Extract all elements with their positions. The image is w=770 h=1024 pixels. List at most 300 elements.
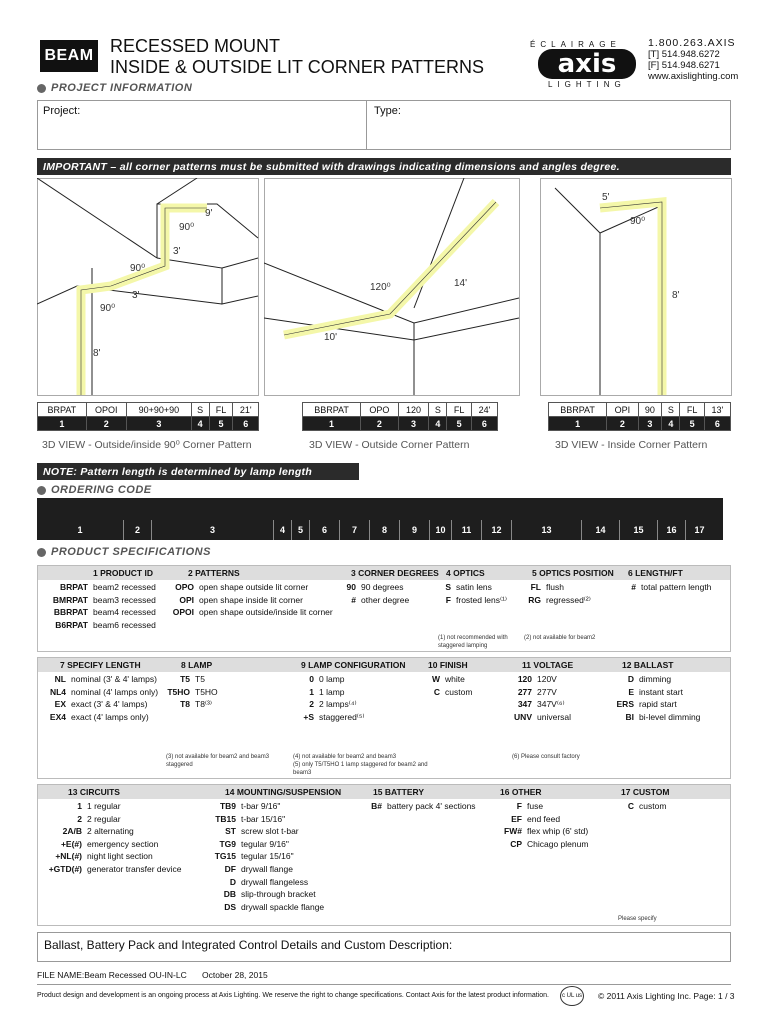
num-cell: 4 <box>662 417 680 431</box>
axis-logo-text: axis <box>557 49 617 79</box>
spec-col-title: 2 PATTERNS <box>188 567 240 578</box>
spec-description: nominal (3' & 4' lamps) <box>71 674 157 684</box>
spec-code: OPI <box>179 594 194 605</box>
spec-description: 2 regular <box>87 813 121 824</box>
order-cell: 6 <box>309 520 339 540</box>
spec-description: generator transfer device <box>87 863 182 874</box>
spec-option-row <box>610 686 700 699</box>
spec-description: 1 regular <box>87 801 121 811</box>
spec-header-row <box>38 658 730 672</box>
spec-option-row <box>508 594 591 607</box>
spec-code: CP <box>510 838 522 849</box>
spec-option-row <box>160 686 218 699</box>
spec-code: OPOI <box>172 607 194 618</box>
spec-code: TG15 <box>214 851 236 862</box>
spec-description: 1 lamp <box>319 686 345 697</box>
spec-header-row <box>38 566 730 580</box>
spec-option-row <box>508 686 571 699</box>
order-cell: 14 <box>581 520 619 540</box>
spec-code: BI <box>625 711 634 722</box>
spec-code: 120 <box>517 674 532 684</box>
diagram-caption: 3D VIEW - Inside Corner Pattern <box>555 439 708 451</box>
spec-description: t-bar 15/16" <box>241 813 286 824</box>
spec-description: drywall spackle flange <box>241 901 325 912</box>
num-cell: 3 <box>398 417 429 431</box>
diagram-outside-corner <box>264 178 520 396</box>
spec-option-row <box>138 606 333 619</box>
spec-header-row <box>38 785 730 799</box>
order-cell: 10 <box>429 520 451 540</box>
num-cell: 5 <box>447 417 471 431</box>
spec-code: NL <box>54 674 66 684</box>
spec-code: BRPAT <box>59 582 88 592</box>
code-cell: 24' <box>471 403 497 417</box>
spec-note: (4) not available for beam2 and beam3 <box>293 754 397 760</box>
spec-code: BMRPAT <box>52 594 88 605</box>
spec-description: T5HO <box>195 686 218 697</box>
num-cell: 2 <box>607 417 638 431</box>
type-label: Type: <box>374 105 401 117</box>
spec-description: white <box>445 674 465 684</box>
spec-col-title: 4 OPTICS <box>446 567 485 578</box>
spec-code: EX <box>54 699 66 710</box>
details-box[interactable] <box>37 932 731 962</box>
spec-description: rapid start <box>639 699 677 710</box>
spec-code: T5 <box>180 674 190 684</box>
code-cell: 21' <box>233 403 259 417</box>
dim-label: 10' <box>324 332 338 343</box>
spec-option-row <box>500 825 588 838</box>
diagram-inside-corner <box>540 178 732 396</box>
ordering-heading <box>37 484 152 496</box>
spec-description: frosted lens⁽¹⁾ <box>456 594 507 605</box>
spec-description: open shape outside/inside lit corner <box>199 607 333 618</box>
tel: [T] 514.948.6272 <box>648 49 720 60</box>
spec-option-row <box>288 698 365 711</box>
brand-text: BEAM <box>44 47 94 64</box>
code-cell: OPI <box>607 403 638 417</box>
spec-col-optics <box>423 581 507 606</box>
spec-option-row <box>38 825 182 838</box>
spec-code: ERS <box>616 699 634 710</box>
spec-description: T5 <box>195 674 205 684</box>
website-link[interactable]: www.axislighting.com <box>648 71 739 82</box>
spec-col-title: 7 SPECIFY LENGTH <box>60 659 141 670</box>
spec-note: (5) only T5/T5HO 1 lamp staggered for beam2 and beam3 <box>293 762 428 776</box>
dim-label: 9' <box>205 208 213 219</box>
spec-option-row <box>38 698 158 711</box>
dim-label: 3' <box>132 290 140 301</box>
spec-description: 90 degrees <box>361 582 404 592</box>
spec-description: custom <box>445 686 473 697</box>
spec-col-custom <box>610 800 666 813</box>
spec-col-ballast <box>610 673 700 723</box>
num-cell: 3 <box>638 417 662 431</box>
spec-description: fuse <box>527 801 544 811</box>
spec-option-row <box>160 673 218 686</box>
spec-option-row <box>38 863 182 876</box>
example-code-table <box>37 402 259 431</box>
important-text: IMPORTANT – all corner patterns must be submitted with drawings indicating dimensions and angles degree. <box>43 160 620 173</box>
ordering-heading-text: ORDERING CODE <box>51 484 152 496</box>
spec-option-row <box>423 581 507 594</box>
spec-code: T8 <box>180 699 190 710</box>
ordering-number-row <box>37 520 723 540</box>
dim-label: 3' <box>173 246 181 257</box>
number-row <box>38 417 259 431</box>
spec-option-row <box>138 581 333 594</box>
spec-code: +E(#) <box>60 838 82 849</box>
order-cell: 9 <box>399 520 429 540</box>
spec-option-row <box>38 673 158 686</box>
spec-option-row <box>318 581 409 594</box>
spec-description: satin lens <box>456 582 492 592</box>
title-line-1: RECESSED MOUNT <box>110 36 281 56</box>
spec-col-corner-degrees <box>318 581 409 606</box>
num-cell: 5 <box>209 417 233 431</box>
spec-code: EF <box>511 813 522 824</box>
bullet-icon <box>37 548 46 557</box>
num-cell: 3 <box>126 417 191 431</box>
spec-col-specify-length <box>38 673 158 723</box>
page-title <box>110 36 484 78</box>
contact-block <box>648 38 738 82</box>
spec-option-row <box>208 863 324 876</box>
spec-code: OPO <box>175 582 194 592</box>
spec-description: beam4 recessed <box>93 607 156 618</box>
spec-description: 120V <box>537 674 557 684</box>
spec-description: beam2 recessed <box>93 582 156 592</box>
spec-code: W <box>431 674 440 684</box>
order-cell: 7 <box>339 520 369 540</box>
spec-col-finish <box>416 673 472 698</box>
spec-code: DS <box>224 901 236 912</box>
spec-description: beam3 recessed <box>93 594 156 605</box>
spec-description: battery pack 4' sections <box>387 801 476 811</box>
bullet-icon <box>37 84 46 93</box>
spec-option-row <box>610 800 666 813</box>
spec-code: +GTD(#) <box>48 863 82 874</box>
num-cell: 1 <box>303 417 361 431</box>
spec-note: (2) not available for beam2 <box>524 635 596 641</box>
copyright: © 2011 Axis Lighting Inc. Page: 1 / 3 <box>598 991 735 1001</box>
ul-cert-icon <box>560 986 584 1006</box>
code-row <box>38 403 259 417</box>
code-cell: S <box>662 403 680 417</box>
num-cell: 6 <box>471 417 497 431</box>
spec-option-row <box>208 838 324 851</box>
spec-block-1 <box>37 565 731 652</box>
spec-col-title: 5 OPTICS POSITION <box>532 567 614 578</box>
order-cell: 15 <box>619 520 657 540</box>
order-cell: 16 <box>657 520 685 540</box>
example-code-table <box>302 402 498 431</box>
spec-code: C <box>433 686 440 697</box>
details-label: Ballast, Battery Pack and Integrated Control Details and Custom Description: <box>44 938 453 952</box>
spec-col-title: 16 OTHER <box>500 786 542 797</box>
spec-option-row <box>610 581 711 594</box>
spec-code: C <box>627 801 634 811</box>
project-heading-text: PROJECT INFORMATION <box>51 82 193 94</box>
dim-label: 8' <box>672 290 680 301</box>
spec-code: +S <box>303 711 314 722</box>
spec-description: exact (3' & 4' lamps) <box>71 699 148 710</box>
project-label: Project: <box>43 105 81 117</box>
spec-col-circuits <box>38 800 182 876</box>
code-cell: BBRPAT <box>303 403 361 417</box>
spec-col-title: 15 BATTERY <box>373 786 425 797</box>
note-banner <box>37 463 359 480</box>
spec-option-row <box>208 901 324 914</box>
spec-description: open shape inside lit corner <box>199 594 303 605</box>
spec-description: nominal (4' lamps only) <box>71 686 159 697</box>
spec-option-row <box>208 800 324 813</box>
spec-option-row <box>416 673 472 686</box>
order-cell: 13 <box>511 520 581 540</box>
spec-col-title: 10 FINISH <box>428 659 468 670</box>
spec-option-row <box>208 888 324 901</box>
footer-divider <box>37 984 731 985</box>
spec-note: (3) not available for beam2 and beam3 staggered <box>166 754 270 768</box>
spec-code: EX4 <box>49 711 66 722</box>
file-name: FILE NAME:Beam Recessed OU-IN-LC <box>37 970 187 980</box>
order-cell: 17 <box>685 520 713 540</box>
spec-col-title: 8 LAMP <box>181 659 213 670</box>
order-cell: 3 <box>151 520 273 540</box>
spec-description: total pattern length <box>641 582 712 592</box>
order-cell: 1 <box>77 525 83 535</box>
spec-option-row <box>38 800 182 813</box>
spec-option-row <box>208 825 324 838</box>
spec-description: dimming <box>639 674 672 684</box>
spec-description: bi-level dimming <box>639 711 701 722</box>
title-line-2: INSIDE & OUTSIDE LIT CORNER PATTERNS <box>110 57 485 77</box>
beam-logo <box>40 40 98 72</box>
spec-code: ST <box>225 826 236 837</box>
spec-option-row <box>288 673 365 686</box>
spec-code: 2 <box>309 699 314 710</box>
spec-description: end feed <box>527 813 561 824</box>
spec-code: # <box>351 594 356 605</box>
order-cell: 4 <box>273 520 291 540</box>
dim-label: 90⁰ <box>630 216 646 227</box>
specs-heading <box>37 546 211 558</box>
note-text: NOTE: Pattern length is determined by lamp length <box>43 465 313 478</box>
ordering-code-bar <box>37 498 723 542</box>
code-cell: FL <box>447 403 471 417</box>
num-cell: 1 <box>549 417 607 431</box>
number-row <box>303 417 498 431</box>
spec-description: 2 alternating <box>87 826 134 837</box>
num-cell: 4 <box>191 417 209 431</box>
spec-col-patterns <box>138 581 333 619</box>
spec-option-row <box>160 698 218 711</box>
cert-text: c UL us <box>561 993 583 999</box>
divider <box>366 101 367 149</box>
spec-col-title: 1 PRODUCT ID <box>93 567 153 578</box>
spec-description: tegular 9/16" <box>241 838 289 849</box>
num-cell: 6 <box>704 417 730 431</box>
spec-description: instant start <box>639 686 683 697</box>
spec-code: D <box>627 674 634 684</box>
spec-option-row <box>38 813 182 826</box>
spec-code: FW# <box>504 826 522 837</box>
ordering-entry-row <box>37 498 723 520</box>
spec-code: 2 <box>77 813 82 824</box>
spec-note: Please specify <box>618 916 657 922</box>
spec-description: 277V <box>537 686 557 697</box>
spec-note: (1) not recommended with staggered lamping <box>438 635 508 649</box>
spec-description: t-bar 9/16" <box>241 801 281 811</box>
spec-code: 1 <box>309 686 314 697</box>
spec-description: T8⁽³⁾ <box>195 699 212 710</box>
spec-code: B# <box>371 801 382 811</box>
code-cell: S <box>191 403 209 417</box>
spec-option-row <box>288 711 365 724</box>
spec-code: F <box>516 801 522 811</box>
spec-description: staggered⁽⁵⁾ <box>319 711 365 722</box>
dim-label: 120⁰ <box>370 282 391 293</box>
spec-col-title: 12 BALLAST <box>622 659 674 670</box>
dim-label: 90⁰ <box>100 303 116 314</box>
spec-description: night light section <box>87 851 153 862</box>
spec-option-row <box>500 838 588 851</box>
diagram-caption: 3D VIEW - Outside/inside 90⁰ Corner Pattern <box>42 439 252 451</box>
spec-option-row <box>610 698 700 711</box>
spec-note: (6) Please consult factory <box>512 754 580 760</box>
code-cell: 120 <box>398 403 429 417</box>
dim-label: 90⁰ <box>179 222 195 233</box>
spec-option-row <box>500 800 588 813</box>
code-cell: S <box>429 403 447 417</box>
spec-col-length <box>610 581 711 594</box>
spec-option-row <box>610 673 700 686</box>
spec-option-row <box>508 698 571 711</box>
spec-description: regressed⁽²⁾ <box>546 594 591 605</box>
spec-col-battery <box>358 800 476 813</box>
spec-option-row <box>423 594 507 607</box>
code-cell: 90+90+90 <box>126 403 191 417</box>
spec-col-other <box>500 800 588 850</box>
spec-code: 0 <box>309 674 314 684</box>
spec-description: universal <box>537 711 572 722</box>
project-heading <box>37 82 192 94</box>
axis-logo <box>538 49 636 79</box>
eclairage-text: ÉCLAIRAGE <box>530 40 621 49</box>
code-cell: OPO <box>361 403 399 417</box>
spec-option-row <box>38 838 182 851</box>
spec-option-row <box>500 813 588 826</box>
spec-col-optics-position <box>508 581 591 606</box>
spec-option-row <box>38 711 158 724</box>
code-cell: BBRPAT <box>549 403 607 417</box>
spec-option-row <box>138 594 333 607</box>
spec-option-row <box>38 686 158 699</box>
file-date: October 28, 2015 <box>202 970 268 980</box>
spec-block-3 <box>37 784 731 926</box>
spec-code: E <box>628 686 634 697</box>
order-cell: 5 <box>291 520 309 540</box>
spec-description: beam6 recessed <box>93 619 156 630</box>
diagram-caption: 3D VIEW - Outside Corner Pattern <box>309 439 470 451</box>
project-info-box <box>37 100 731 150</box>
num-cell: 4 <box>429 417 447 431</box>
fax: [F] 514.948.6271 <box>648 60 720 71</box>
lighting-text: LIGHTING <box>548 80 626 89</box>
spec-code: F <box>445 594 451 605</box>
spec-option-row <box>508 581 591 594</box>
spec-code: D <box>229 876 236 887</box>
spec-description: slip-through bracket <box>241 889 316 900</box>
num-cell: 5 <box>680 417 704 431</box>
spec-code: BBRPAT <box>53 607 88 618</box>
spec-code: 277 <box>517 686 532 697</box>
spec-col-lamp <box>160 673 218 711</box>
spec-code: TB15 <box>215 813 236 824</box>
spec-option-row <box>208 876 324 889</box>
code-cell: BRPAT <box>38 403 87 417</box>
spec-code: DF <box>224 863 236 874</box>
diagram-frame <box>541 179 732 396</box>
spec-code: RG <box>528 594 541 605</box>
code-cell: FL <box>680 403 704 417</box>
spec-code: FL <box>530 582 541 592</box>
specs-heading-text: PRODUCT SPECIFICATIONS <box>51 546 211 558</box>
code-cell: OPOI <box>86 403 126 417</box>
spec-col-mounting <box>208 800 324 913</box>
code-cell: 90 <box>638 403 662 417</box>
spec-col-title: 6 LENGTH/FT <box>628 567 683 578</box>
spec-description: screw slot t-bar <box>241 826 299 837</box>
code-cell: FL <box>209 403 233 417</box>
spec-block-2 <box>37 657 731 779</box>
spec-col-title: 3 CORNER DEGREES <box>351 567 439 578</box>
spec-option-row <box>508 711 571 724</box>
spec-col-lamp-config <box>288 673 365 723</box>
spec-code: UNV <box>514 711 532 722</box>
spec-code: B6RPAT <box>55 619 88 630</box>
spec-option-row <box>288 686 365 699</box>
spec-option-row <box>38 850 182 863</box>
spec-code: TG9 <box>219 838 236 849</box>
spec-code: T5HO <box>167 686 190 697</box>
spec-code: 1 <box>77 801 82 811</box>
spec-option-row <box>358 800 476 813</box>
spec-code: DB <box>223 889 236 900</box>
spec-col-title: 9 LAMP CONFIGURATION <box>301 659 406 670</box>
code-row <box>303 403 498 417</box>
spec-col-title: 14 MOUNTING/SUSPENSION <box>225 786 342 797</box>
spec-description: flush <box>546 582 564 592</box>
diagram-outside-inside <box>37 178 259 396</box>
spec-code: 2A/B <box>62 826 82 837</box>
spec-description: 347V⁽⁶⁾ <box>537 699 565 710</box>
spec-option-row <box>38 619 156 632</box>
dim-label: 8' <box>93 348 101 359</box>
spec-description: 2 lamps⁽⁴⁾ <box>319 699 357 710</box>
important-banner <box>37 158 731 175</box>
spec-col-title: 11 VOLTAGE <box>522 659 574 670</box>
spec-description: other degree <box>361 594 410 605</box>
spec-code: +NL(#) <box>55 851 82 862</box>
order-cell: 12 <box>481 520 511 540</box>
num-cell: 1 <box>38 417 87 431</box>
spec-col-title: 13 CIRCUITS <box>68 786 120 797</box>
bullet-icon <box>37 486 46 495</box>
spec-option-row <box>508 673 571 686</box>
spec-description: Chicago plenum <box>527 838 589 849</box>
spec-description: custom <box>639 801 667 811</box>
